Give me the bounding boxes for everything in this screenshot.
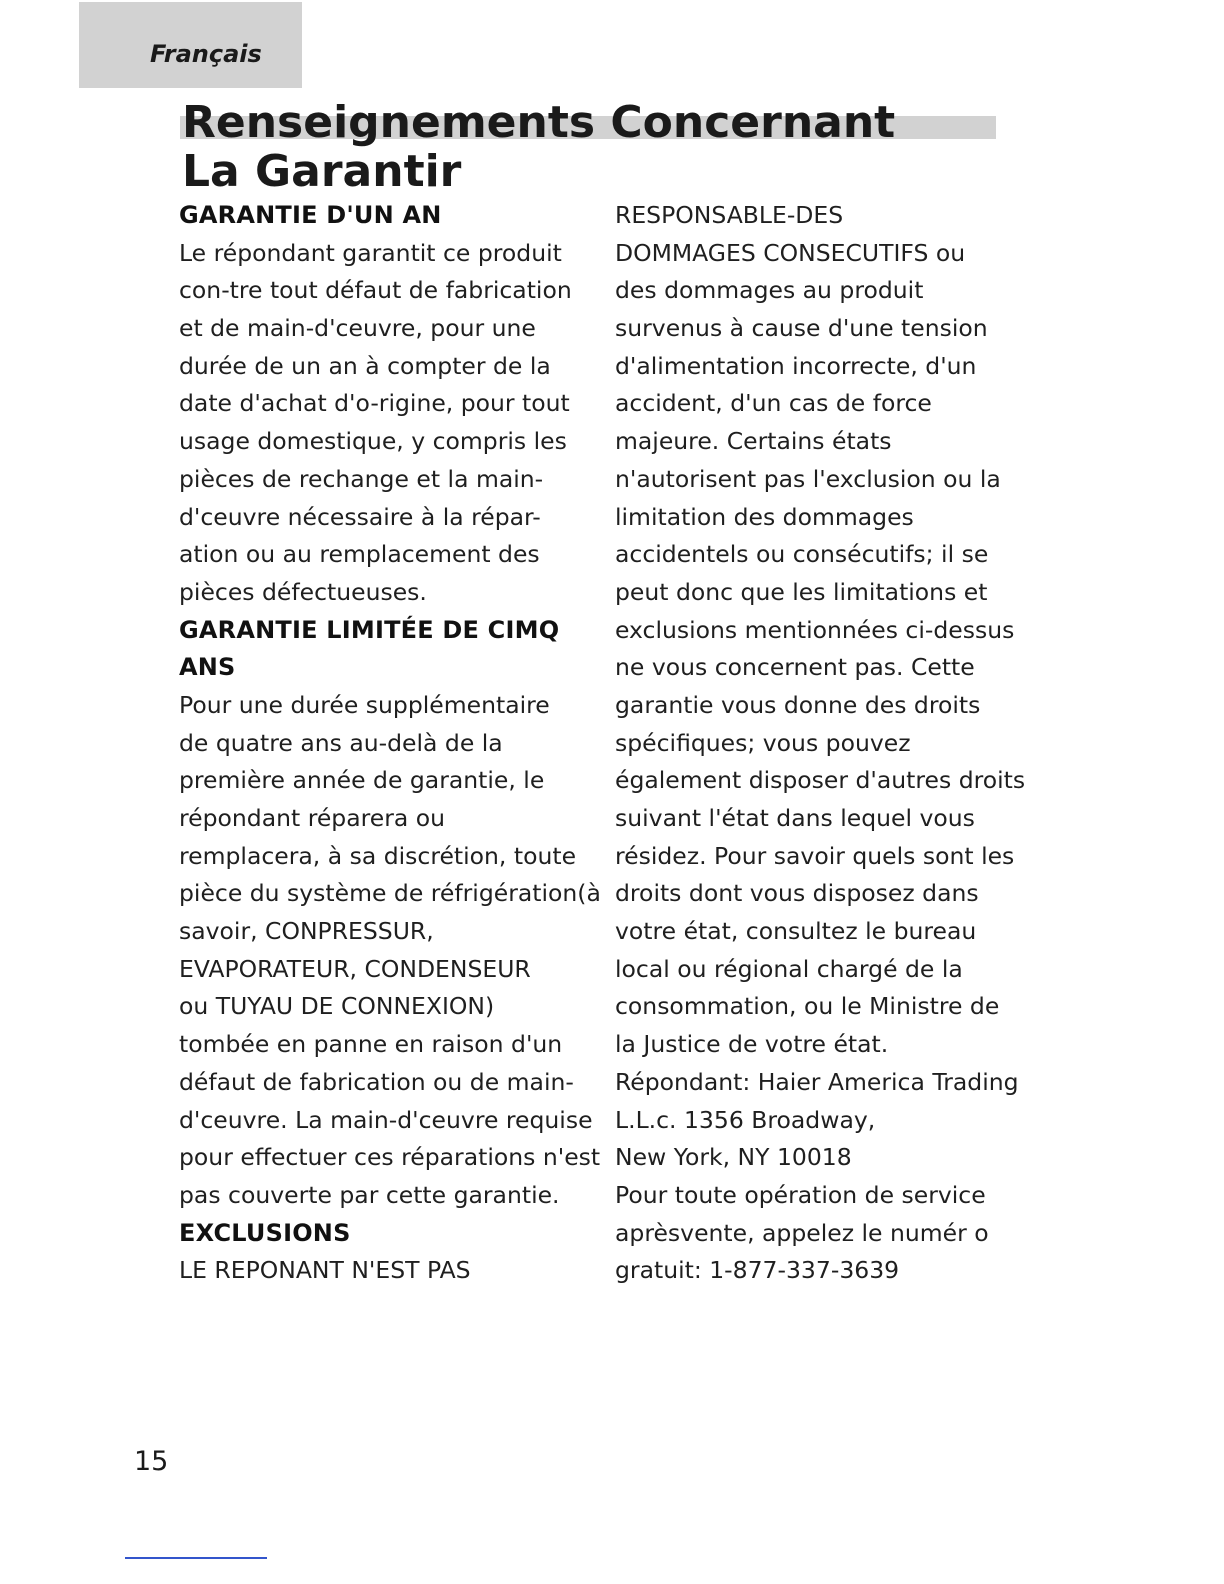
body-text-line: résidez. Pour savoir quels sont les <box>615 841 1015 870</box>
body-text-line: local ou régional chargé de la <box>615 954 963 983</box>
section-heading: EXCLUSIONS <box>179 1218 351 1247</box>
body-text-line: aprèsvente, appelez le numér o <box>615 1218 989 1247</box>
page-title-line-1: Renseignements Concernant <box>182 97 896 148</box>
body-text-line: Le répondant garantit ce produit <box>179 238 562 267</box>
body-text-line: première année de garantie, le <box>179 766 545 795</box>
body-text-line: spécifiques; vous pouvez <box>615 728 911 757</box>
right-column <box>615 197 1025 1290</box>
section-heading: GARANTIE D'UN AN <box>179 201 442 229</box>
body-text-line: tombée en panne en raison d'un <box>179 1030 563 1059</box>
section-heading: GARANTIE LIMITÉE DE CIMQ <box>179 615 560 644</box>
body-text-line: suivant l'état dans lequel vous <box>615 804 975 832</box>
body-text-line: d'ceuvre. La main-d'ceuvre requise <box>179 1105 593 1134</box>
body-text-line: L.L.c. 1356 Broadway, <box>615 1105 876 1134</box>
page-title <box>182 98 895 196</box>
body-text-line: des dommages au produit <box>615 276 924 305</box>
body-text-line: pièces défectueuses. <box>179 577 427 606</box>
body-text-line: également disposer d'autres droits <box>615 766 1026 795</box>
body-text-line: ne vous concernent pas. Cette <box>615 653 975 682</box>
body-text-line: défaut de fabrication ou de main- <box>179 1067 574 1096</box>
body-text-line: accident, d'un cas de force <box>615 389 932 418</box>
body-text-line: votre état, consultez le bureau <box>615 917 977 946</box>
body-text-line: accidentels ou consécutifs; il se <box>615 540 989 569</box>
body-text-line: d'ceuvre nécessaire à la répar- <box>179 502 541 531</box>
body-text-line: droits dont vous disposez dans <box>615 879 979 908</box>
body-text-line: EVAPORATEUR, CONDENSEUR <box>179 954 531 983</box>
page-title-line-2: La Garantir <box>182 146 462 197</box>
body-text-line: Pour une durée supplémentaire <box>179 690 550 719</box>
body-text-line: con-tre tout défaut de fabrication <box>179 276 572 305</box>
left-column <box>179 197 601 1290</box>
language-tab <box>79 2 302 88</box>
body-text-line: date d'achat d'o-rigine, pour tout <box>179 389 570 418</box>
body-text-line: DOMMAGES CONSECUTIFS ou <box>615 238 966 267</box>
body-text-line: et de main-d'ceuvre, pour une <box>179 314 536 343</box>
page-number: 15 <box>134 1446 169 1477</box>
body-text-line: n'autorisent pas l'exclusion ou la <box>615 464 1001 493</box>
body-text-line: ation ou au remplacement des <box>179 540 540 569</box>
body-text-line: LE REPONANT N'EST PAS <box>179 1256 471 1285</box>
body-text-line: ou TUYAU DE CONNEXION) <box>179 992 495 1021</box>
body-text-line: Pour toute opération de service <box>615 1180 986 1209</box>
body-text-line: remplacera, à sa discrétion, toute <box>179 841 577 870</box>
body-text-line: pièce du système de réfrigération(à <box>179 879 601 908</box>
body-text-line: Répondant: Haier America Trading <box>615 1067 1019 1096</box>
body-text-line: répondant réparera ou <box>179 804 446 832</box>
body-text-line: pour effectuer ces réparations n'est <box>179 1143 601 1172</box>
body-text-line: pièces de rechange et la main- <box>179 464 544 493</box>
body-text-line: durée de un an à compter de la <box>179 351 551 380</box>
body-text-line: garantie vous donne des droits <box>615 690 981 719</box>
footer-rule <box>125 1557 267 1559</box>
body-text-line: d'alimentation incorrecte, d'un <box>615 351 977 380</box>
body-text-line: pas couverte par cette garantie. <box>179 1180 560 1209</box>
body-text-line: peut donc que les limitations et <box>615 577 988 606</box>
body-text-line: survenus à cause d'une tension <box>615 314 988 343</box>
body-text-line: gratuit: 1-877-337-3639 <box>615 1256 900 1285</box>
body-text-line: savoir, CONPRESSUR, <box>179 917 434 946</box>
body-text-line: RESPONSABLE-DES <box>615 201 844 229</box>
body-text-line: New York, NY 10018 <box>615 1143 852 1172</box>
body-text-line: de quatre ans au-delà de la <box>179 728 503 757</box>
body-text-line: la Justice de votre état. <box>615 1030 889 1059</box>
body-text-line: exclusions mentionnées ci-dessus <box>615 615 1015 644</box>
language-label: Français <box>150 40 262 68</box>
body-text-line: majeure. Certains états <box>615 427 892 456</box>
body-text-line: limitation des dommages <box>615 502 914 531</box>
section-heading: ANS <box>179 653 236 682</box>
body-text-line: usage domestique, y compris les <box>179 427 567 456</box>
body-text-line: consommation, ou le Ministre de <box>615 992 1000 1021</box>
